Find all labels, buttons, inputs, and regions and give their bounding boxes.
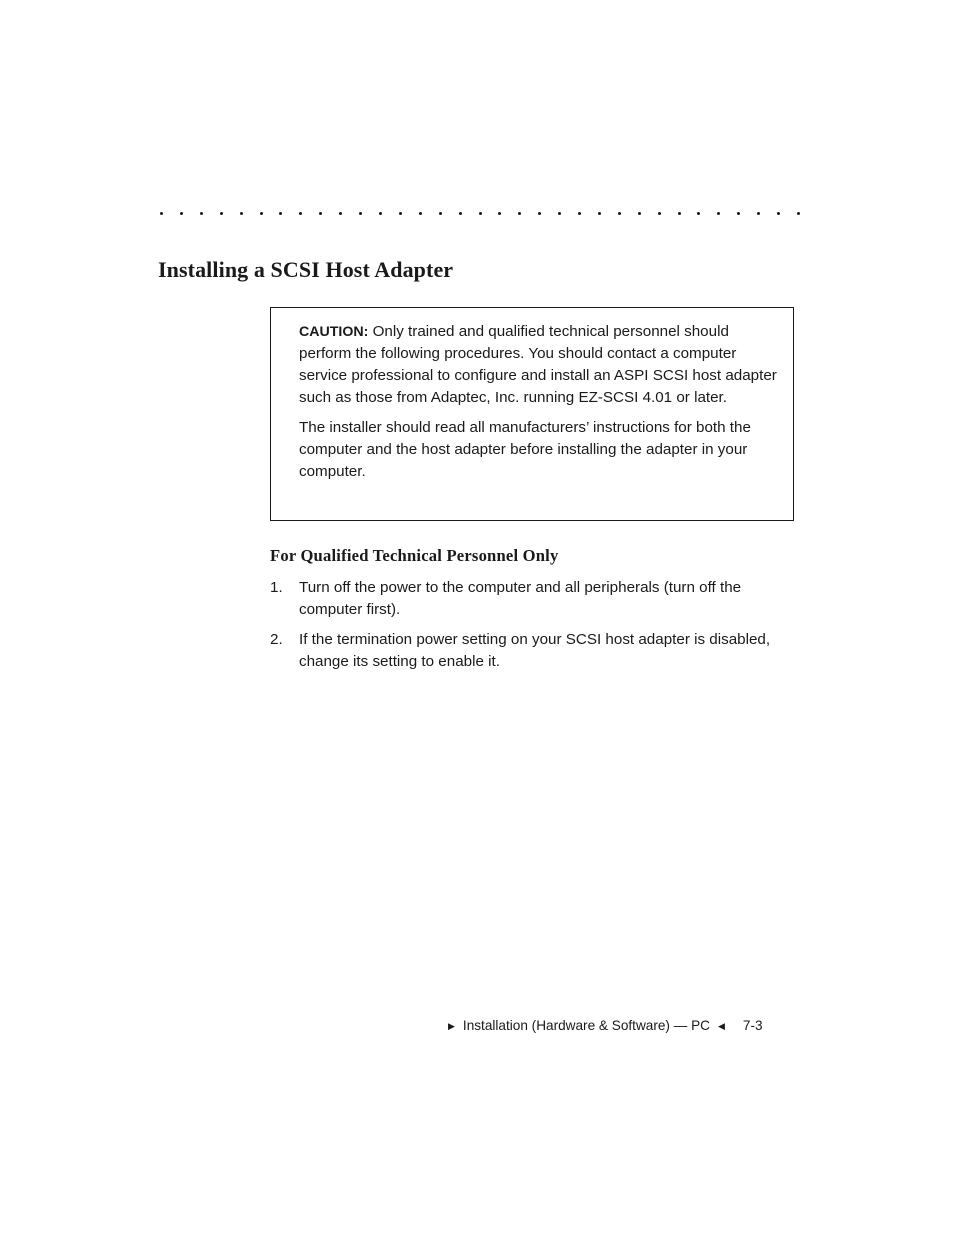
page-footer bbox=[448, 1016, 796, 1036]
caution-box bbox=[270, 307, 794, 521]
list-item bbox=[270, 577, 800, 621]
triangle-left-icon: ◀ bbox=[717, 1021, 725, 1031]
steps-list bbox=[270, 577, 800, 681]
step-text: If the termination power setting on your SCSI host adapter is disabled, change its setting to enable it. bbox=[299, 631, 771, 670]
dotted-divider bbox=[160, 200, 800, 215]
step-number: 1. bbox=[270, 579, 283, 596]
section-heading: For Qualified Technical Personnel Only bbox=[270, 546, 559, 565]
caution-content bbox=[299, 321, 777, 491]
caution-label: CAUTION: bbox=[299, 324, 369, 340]
page-number: 7-3 bbox=[742, 1018, 763, 1033]
footer-label: Installation (Hardware & Software) — PC bbox=[462, 1018, 710, 1033]
step-number: 2. bbox=[270, 631, 283, 648]
caution-paragraph-1 bbox=[299, 321, 777, 409]
step-text: Turn off the power to the computer and all peripherals (turn off the computer first). bbox=[299, 579, 742, 618]
triangle-right-icon: ▶ bbox=[448, 1021, 455, 1031]
caution-text: Only trained and qualified technical personnel should perform the following procedures. You should contact a computer service professional to configure and install an ASPI SCSI host adapter such as those from Adaptec, Inc. running EZ-SCSI 4.01 or later. bbox=[299, 323, 777, 406]
page-title: Installing a SCSI Host Adapter bbox=[158, 257, 454, 282]
list-item bbox=[270, 629, 800, 673]
caution-paragraph-2: The installer should read all manufacturers’ instructions for both the computer and the host adapter before installing the adapter in your computer. bbox=[299, 419, 751, 480]
